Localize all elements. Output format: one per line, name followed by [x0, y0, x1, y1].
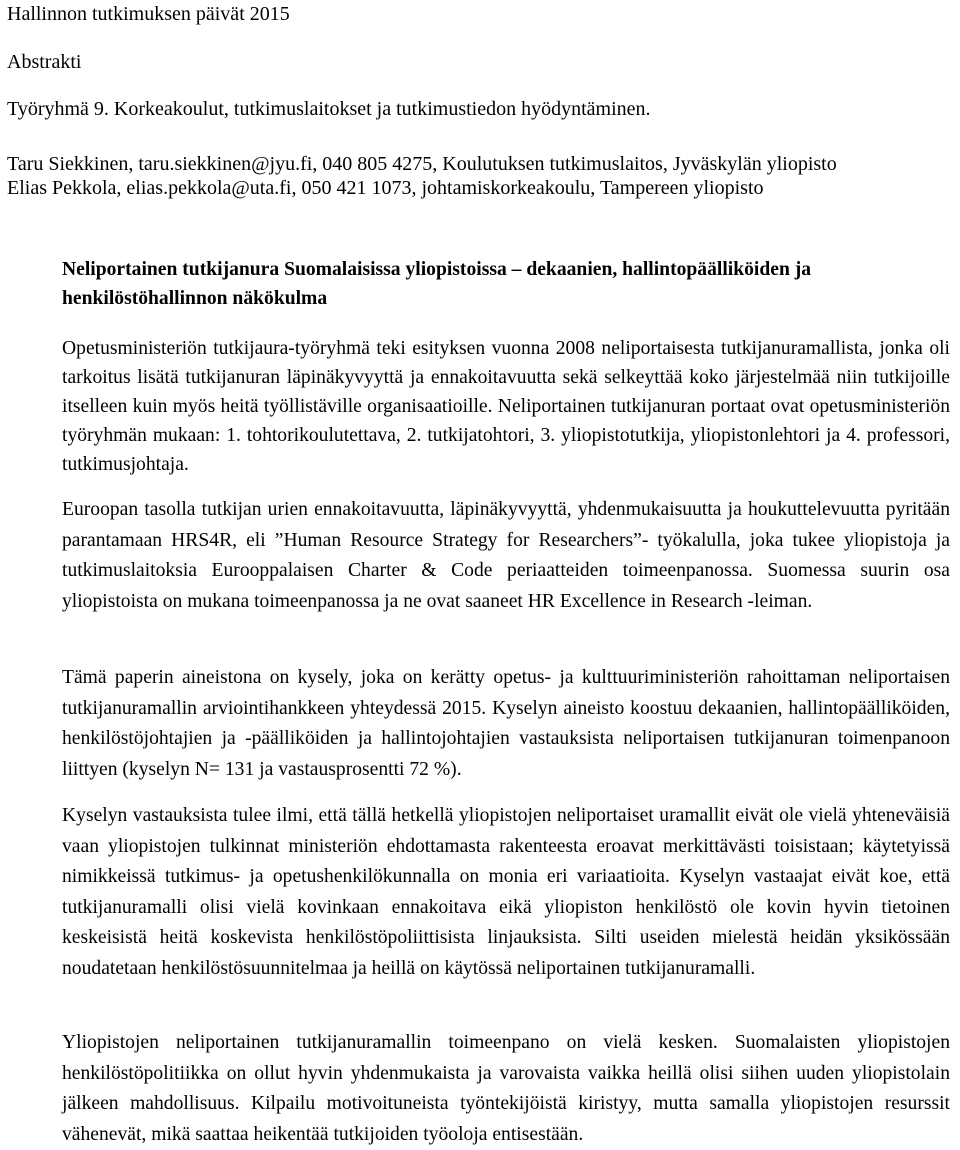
abstract-label: Abstrakti — [7, 51, 82, 73]
author-line: Taru Siekkinen, taru.siekkinen@jyu.fi, 040 805 4275, Koulutuksen tutkimuslaitos, Jyväskylän yliopisto — [7, 153, 837, 175]
paper-title: Neliportainen tutkijanura Suomalaisissa yliopistoissa – dekaanien, hallintopäälliköiden ja henkilöstöhallinnon näkökulma — [62, 259, 812, 309]
body-paragraph: Kyselyn vastauksista tulee ilmi, että tällä hetkellä yliopistojen neliportaiset uramallit eivät ole vielä yhteneväisiä vaan yliopistojen tulkinnat ministeriön ehdottamasta rakenteesta eroavat merkittävästi toisistaan; käytetyissä nimikkeissä tutkimus- ja opetushenkilökunnalla on monia eri variaatioita. Kyselyn vastaajat eivät koe, että tutkijanuramalli olisi vielä kovinkaan ennakoitava eikä yliopiston henkilöstö ole kovin hyvin tietoinen keskeisistä heitä koskevista henkilöstöpoliittisista linjauksista. Silti useiden mielestä heidän yksikössään noudatetaan henkilöstösuunnitelmaa ja heillä on käytössä neliportainen tutkijanuramalli. — [62, 805, 950, 979]
body-paragraph: Opetusministeriön tutkijaura-työryhmä teki esityksen vuonna 2008 neliportaisesta tutkijanuramallista, jonka oli tarkoitus lisätä tutkijanuran läpinäkyvyyttä ja ennakoitavuutta sekä selkeyttää koko järjestelmää niin tutkijoille itselleen kuin myös heitä työllistäville organisaatioille. Neliportainen tutkijanuran portaat ovat opetusministeriön työryhmän mukaan: 1. tohtorikoulutettava, 2. tutkijatohtori, 3. yliopistotutkija, yliopistonlehtori ja 4. professori, tutkimusjohtaja. — [62, 338, 950, 475]
author-line: Elias Pekkola, elias.pekkola@uta.fi, 050 421 1073, johtamiskorkeakoulu, Tampereen yliopisto — [7, 177, 764, 199]
body-paragraph: Yliopistojen neliportainen tutkijanuramallin toimeenpano on vielä kesken. Suomalaisten yliopistojen henkilöstöpolitiikka on ollut hyvin yhdenmukaista ja varovaista vaikka heillä olisi siihen uuden yliopistolain jälkeen mahdollisuus. Kilpailu motivoituneista työntekijöistä kiristyy, mutta samalla yliopistojen resurssit vähenevät, mikä saattaa heikentää tutkijoiden työoloja entisestään. — [62, 1032, 950, 1145]
body-paragraph: Euroopan tasolla tutkijan urien ennakoitavuutta, läpinäkyvyyttä, yhdenmukaisuutta ja houkuttelevuutta pyritään parantamaan HRS4R, eli ”Human Resource Strategy for Researchers”- työkalulla, joka tukee yliopistoja ja tutkimuslaitoksia Eurooppalaisen Charter & Code periaatteiden toimeenpanossa. Suomessa suurin osa yliopistoista on mukana toimeenpanossa ja ne ovat saaneet HR Excellence in Research -leiman. — [62, 499, 950, 612]
workgroup-line: Työryhmä 9. Korkeakoulut, tutkimuslaitokset ja tutkimustiedon hyödyntäminen. — [7, 98, 651, 120]
body-paragraph: Tämä paperin aineistona on kysely, joka on kerätty opetus- ja kulttuuriministeriön rahoittaman neliportaisen tutkijanuramallin arviointihankkeen yhteydessä 2015. Kyselyn aineisto koostuu dekaanien, hallintopäälliköiden, henkilöstöjohtajien ja -päälliköiden ja hallintojohtajien vastauksista neliportaisen tutkijanuran toimenpanoon liittyen (kyselyn N= 131 ja vastausprosentti 72 %). — [62, 667, 950, 780]
conference-title: Hallinnon tutkimuksen päivät 2015 — [7, 3, 290, 25]
